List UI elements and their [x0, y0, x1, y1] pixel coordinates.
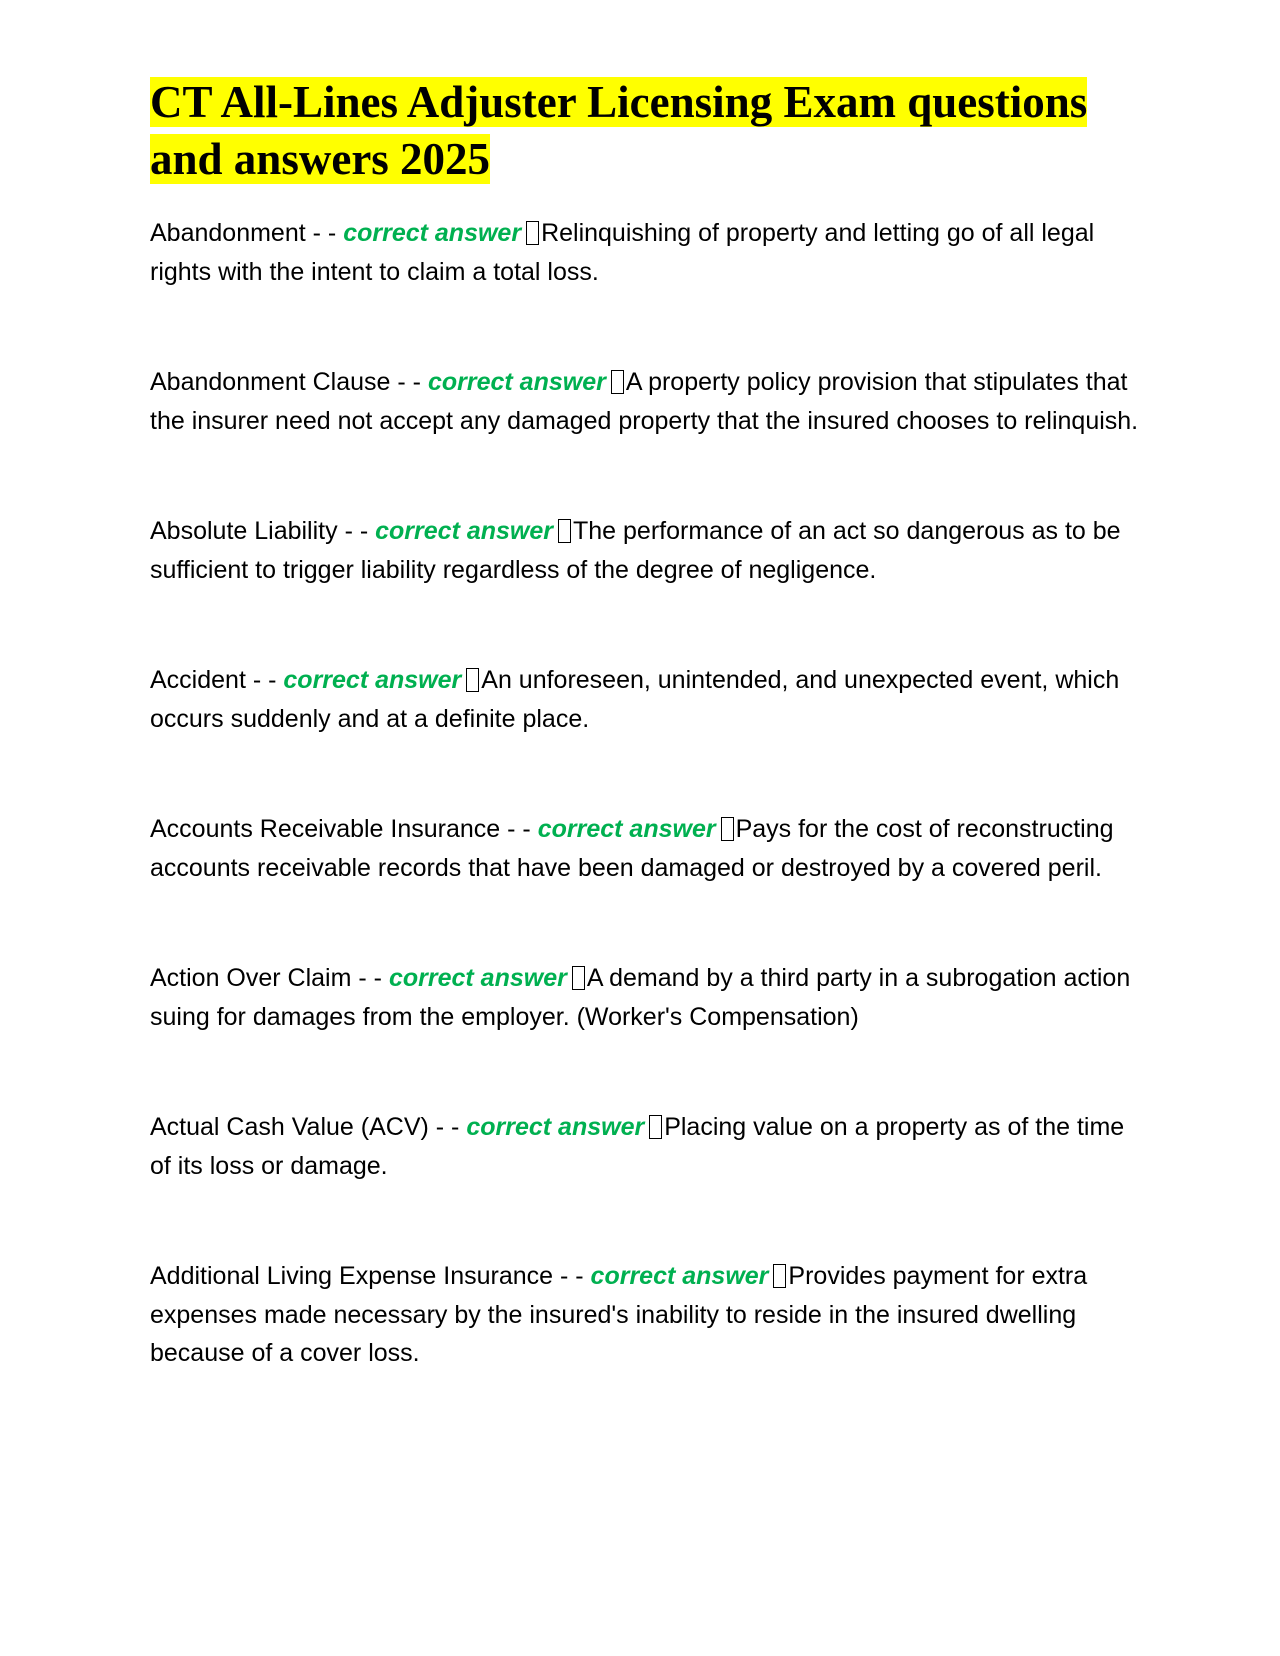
qa-term: Accident: [150, 666, 246, 694]
missing-glyph-icon: [526, 221, 539, 245]
qa-entry: [150, 363, 1140, 440]
document-title: [150, 74, 1140, 188]
qa-definition: An unforeseen, unintended, and unexpected event, which occurs suddenly and at a definite place.: [150, 666, 1120, 733]
correct-answer-label: correct answer: [427, 368, 606, 396]
qa-definition: Relinquishing of property and letting go of all legal rights with the intent to claim a total loss.: [150, 219, 1095, 286]
qa-separator: - -: [428, 1113, 467, 1141]
qa-term: Additional Living Expense Insurance: [150, 1262, 554, 1290]
correct-answer-label: correct answer: [537, 815, 716, 843]
qa-entry: [150, 214, 1140, 291]
missing-glyph-icon: [649, 1115, 662, 1139]
qa-separator: - -: [337, 517, 376, 545]
qa-definition: Pays for the cost of reconstructing accounts receivable records that have been damaged or destroyed by a covered peril.: [150, 815, 1114, 882]
document-title-text: CT All-Lines Adjuster Licensing Exam questions and answers 2025: [150, 77, 1088, 184]
qa-separator: - -: [553, 1262, 591, 1290]
qa-separator: - -: [245, 666, 284, 694]
qa-entry: [150, 959, 1140, 1036]
correct-answer-label: correct answer: [388, 964, 567, 992]
missing-glyph-icon: [721, 817, 734, 841]
missing-glyph-icon: [611, 370, 624, 394]
qa-definition: The performance of an act so dangerous as to be sufficient to trigger liability regardless of the degree of negligence.: [150, 517, 1121, 584]
qa-separator: - -: [305, 219, 344, 247]
qa-term: Absolute Liability: [150, 517, 338, 545]
missing-glyph-icon: [466, 668, 479, 692]
qa-term: Abandonment: [150, 219, 306, 247]
missing-glyph-icon: [558, 519, 571, 543]
document-content: [150, 74, 1140, 1373]
correct-answer-label: correct answer: [590, 1262, 769, 1290]
qa-definition: A property policy provision that stipulates that the insurer need not accept any damaged property that the insured chooses to relinquish.: [150, 368, 1139, 435]
qa-separator: - -: [351, 964, 389, 992]
qa-entry: [150, 661, 1140, 738]
qa-term: Accounts Receivable Insurance: [150, 815, 501, 843]
correct-answer-label: correct answer: [283, 666, 462, 694]
qa-entry: [150, 512, 1140, 589]
qa-entry: [150, 1257, 1140, 1373]
qa-term: Abandonment Clause: [150, 368, 391, 396]
qa-definition: A demand by a third party in a subrogation action suing for damages from the employer. (Worker's Compensation): [150, 964, 1131, 1031]
qa-definition: Provides payment for extra expenses made necessary by the insured's inability to reside in the insured dwelling because of a cover loss.: [150, 1262, 1088, 1367]
correct-answer-label: correct answer: [375, 517, 553, 545]
qa-entry: [150, 1108, 1140, 1185]
correct-answer-label: correct answer: [466, 1113, 645, 1141]
qa-term: Actual Cash Value (ACV): [150, 1113, 429, 1141]
missing-glyph-icon: [773, 1264, 786, 1288]
qa-entry: [150, 810, 1140, 887]
qa-separator: - -: [500, 815, 538, 843]
qa-list: [150, 214, 1140, 1373]
qa-term: Action Over Claim: [150, 964, 352, 992]
qa-separator: - -: [390, 368, 428, 396]
missing-glyph-icon: [572, 966, 585, 990]
qa-definition: Placing value on a property as of the time of its loss or damage.: [150, 1113, 1125, 1180]
correct-answer-label: correct answer: [343, 219, 522, 247]
